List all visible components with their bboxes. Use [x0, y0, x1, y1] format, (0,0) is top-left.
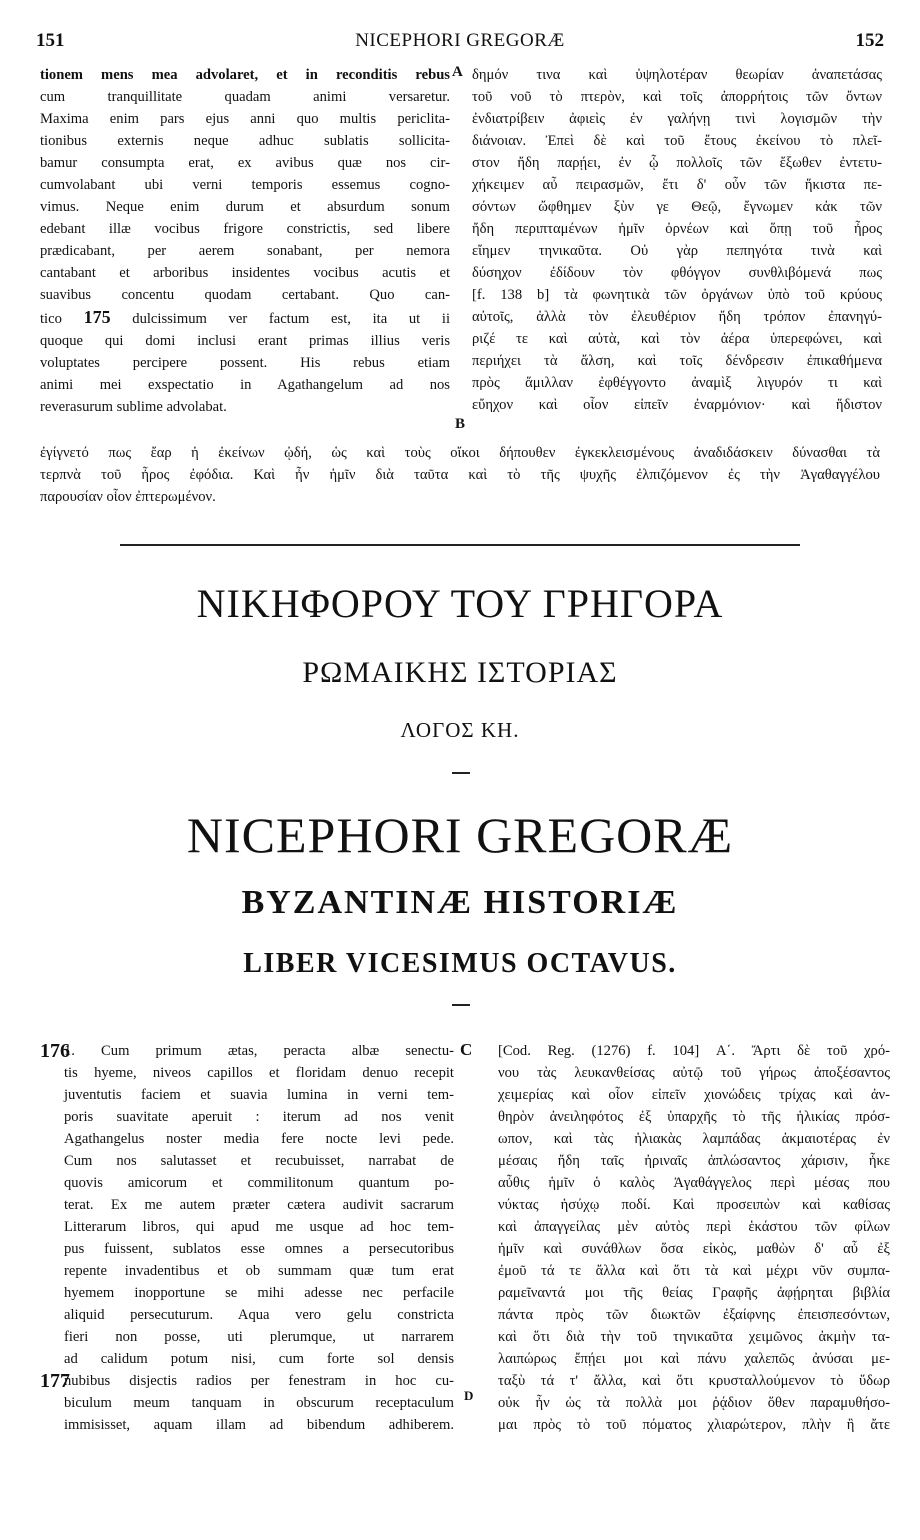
text-line: ad calidum potum nisi, cum forte sol densis	[64, 1351, 454, 1367]
text-line: στον ἤδη παρῄει, ἐν ᾧ πολλοῖς τῶν ἔξωθεν ἐντετυ-	[472, 155, 882, 171]
text-line: repente invadentibus et ob summam quæ tum erat	[64, 1263, 454, 1279]
text-line: περιήχει τὰ ἄλση, καὶ τοῖς δένδρεσιν ἐπικαθήμενα	[472, 353, 882, 369]
page-number-left: 151	[36, 30, 65, 51]
greek-book-number: ΛΟΓΟΣ ΚΗ.	[400, 718, 520, 742]
text-line: μαι πρὸς τὸ τοῦ πόματος χλιαρώτερον, πλὴν ἢ ἄτε	[498, 1417, 890, 1433]
section-divider	[120, 544, 800, 546]
text-line: ἐμοῦ τά τε ἄλλα καὶ ὅτι τὰ καὶ μέχρι νῦν συμπα-	[498, 1263, 890, 1279]
text-line: τερπνὰ τοῦ ἦρος ἐφόδια. Καὶ ἦν ἡμῖν διὰ ταῦτα καὶ τὸ τῆς ψυχῆς ἐλπιζόμενον ἐς τὴν Ἀγαθαγγέλου	[40, 467, 880, 483]
text-line: πρὸς ἅμιλλαν ἐφθέγγοντο ἀναμὶξ λιγυρόν τι καὶ	[472, 375, 882, 391]
text-line: voluptates percipere possent. His rebus etiam	[40, 355, 450, 371]
text-line: quovis amicorum et commilitonum quantum po-	[64, 1175, 454, 1191]
running-title: NICEPHORI GREGORÆ	[355, 30, 565, 51]
text-line: Litterarum libros, qui apud me usque ad hoc tem-	[64, 1219, 454, 1235]
greek-subtitle: ΡΩΜΑΙΚΗΣ ΙΣΤΟΡΙΑΣ	[302, 656, 618, 689]
text-line: νου τὰς λευκανθείσας αὐτῷ τοῦ γήρως ἀποξέσαντος	[498, 1065, 890, 1081]
margin-letter-b: B	[455, 416, 466, 432]
text-fragment: dulcissimum ver factum est, ita ut ii	[132, 311, 450, 327]
text-line: aliquid persecuturum. Aqua vero gelu constricta	[64, 1307, 454, 1323]
text-line: ἤδη περιπταμένων ἡμῖν ὀρνέων καὶ ὅπῃ τοῦ ἦρος	[472, 221, 882, 237]
text-line: καὶ ἀπαγγείλας μὲν αὐτὸς περὶ ἑκάστου τῶν φίλων	[498, 1219, 890, 1235]
margin-letter-c: C	[460, 1040, 473, 1059]
margin-letter-a: A	[452, 64, 463, 80]
greek-full-width-continuation	[40, 442, 880, 508]
title-dash	[452, 772, 470, 774]
text-line: ἐγίγνετό πως ἔαρ ἡ ἐκείνων ᾠδή, ὡς καὶ τοὺς οἴκοι δήπουθεν ἐγκεκλεισμένους ἀναδιδάσκειν δύνασθαι τὰ	[40, 445, 880, 461]
text-line: ωπον, καὶ τὰς ἡλιακὰς λαμπάδας ἀκμαιοτέρας ἐν	[498, 1131, 890, 1147]
text-line: [f. 138 b] τὰ φωνητικὰ τῶν ὀργάνων ὑπὸ τοῦ κρύους	[472, 287, 882, 303]
text-line: ταξὺ τά τ' ἄλλα, καὶ ὅτι κρυσταλλούμενον τὸ ὕδωρ	[498, 1373, 890, 1389]
text-line: αὐτοῖς, ἀλλὰ τὸν ἐλευθέριον ἤδη τρόπον ἐπανηγύ-	[472, 309, 882, 325]
text-line: πάντα πρὸς τῶν διωκτῶν ἐξαίφνης ἐπεισπεσόντων,	[498, 1307, 890, 1323]
text-line: αὖθις ἡμῖν ὁ καλὸς Ἀγαθάγγελος περὶ μέσας που	[498, 1175, 890, 1191]
text-line: σόντων ὤφθημεν ξὺν γε Θεῷ, ἔγνωμεν κἀκ τῶν	[472, 199, 882, 215]
text-line: 1. Cum primum ætas, peracta albæ senectu-	[64, 1043, 454, 1059]
text-line: Cum nos salutasset et recubuisset, narrabat de	[64, 1153, 454, 1169]
latin-subtitle: BYZANTINÆ HISTORIÆ	[241, 884, 679, 921]
text-line: fieri non posse, uti plerumque, ut narrarem	[64, 1329, 454, 1345]
text-line: οὐκ ἦν ὡς τὰ πολλὰ μοι ῥᾴδιον ὅθεν παραμυθήσο-	[498, 1395, 890, 1411]
text-line: Maxima enim pars ejus anni quo multis periclita-	[40, 111, 450, 127]
text-line: καὶ ὅτι διὰ τὴν τοῦ τηνικαῦτα χειμῶνος ἀκμὴν τα-	[498, 1329, 890, 1345]
text-line: [Cod. Reg. (1276) f. 104] Α΄. Ἄρτι δὲ τοῦ χρό-	[498, 1043, 890, 1059]
text-line: nubibus disjectis radios per fenestram in hoc cu-	[64, 1373, 454, 1389]
text-line: tis hyeme, niveos capillos et floridam denuo recepit	[64, 1065, 454, 1081]
text-line: pus fuissent, sublatos esse omnes a persecutoribus	[64, 1241, 454, 1257]
text-line: cum tranquillitate quadam animi versaretur.	[40, 89, 450, 105]
text-line: τοῦ νοῦ τὸ πτερὸν, καὶ τοῖς ἀπορρήτοις τῶν ὄντων	[472, 89, 882, 105]
text-line: reverasurum sublime advolabat.	[40, 399, 227, 415]
text-line: cumvolabant ubi verni temporis essemus cogno-	[40, 177, 450, 193]
latin-title: NICEPHORI GREGORÆ	[186, 807, 734, 863]
text-line: animi mei exspectatio in Agathangelum ad nos	[40, 377, 450, 393]
text-line: juventutis faciem et suavia lumina in verni tem-	[64, 1087, 454, 1103]
section-number: 175	[83, 307, 111, 327]
text-line: ριζέ τε καὶ αὐτὰ, καὶ τὸν ἀέρα ὑπερεφώνει, καὶ	[472, 331, 882, 347]
greek-column-bottom	[498, 1040, 890, 1436]
greek-column-top	[472, 64, 882, 416]
text-line: Agathangelus noster media fere nocte levi pede.	[64, 1131, 454, 1147]
text-line: biculum meum tanquam in obscurum receptaculum	[64, 1395, 454, 1411]
text-line: λαιπώρως ἔπῄει μοι καὶ πάνυ χαλεπῶς ἀνύσαι με-	[498, 1351, 890, 1367]
latin-column-top	[40, 64, 450, 418]
text-line: παρουσίαν οἷον ἐπτερωμένον.	[40, 489, 216, 505]
text-line: θηρὸν ἀνειληφότος ἐξ ὑπαρχῆς τὸ τῆς ἡλικίας πρόσ-	[498, 1109, 890, 1125]
text-line: suavibus concentu quodam certabant. Quo can-	[40, 287, 450, 303]
text-line: δύσηχον ἐδίδουν τὸν φθόγγον συνθλιβόμενά πως	[472, 265, 882, 281]
latin-column-bottom	[64, 1040, 454, 1436]
text-line: εὔηχον καὶ οἷον εἰπεῖν ἐναρμόνιον· καὶ ἥδιστον	[472, 397, 882, 413]
text-line: immisisset, aquam illam ad bibendum adhiberem.	[64, 1417, 454, 1433]
text-line: hyemem inopportune se mihi adesse nec perfacile	[64, 1285, 454, 1301]
text-line: ραμεῖναντά μοι τῆς θείας Γραφῆς ἀφῄρηται βιβλία	[498, 1285, 890, 1301]
text-line: bamur consumpta erat, ex avibus quæ nos cir-	[40, 155, 450, 171]
margin-letter-d: D	[464, 1388, 474, 1403]
text-line: ἐνδιατρίβειν ἀφιεὶς ἐν γαλήνῃ τινὶ λογισμῶν τὴν	[472, 111, 882, 127]
text-line: εἴημεν τηνικαῦτα. Οὐ γὰρ πεπηγότα τινὰ καὶ	[472, 243, 882, 259]
section-number: 177	[40, 1370, 70, 1392]
text-line: δημόν τινα καὶ ὑψηλοτέραν θεωρίαν ἀναπετάσας	[472, 67, 882, 83]
text-line: edebant illæ vocibus frigore constrictis, sed libere	[40, 221, 450, 237]
text-line: prædicabant, per aerem sonabant, per nemora	[40, 243, 450, 259]
text-line: tionem mens mea advolaret, et in reconditis rebus	[40, 67, 450, 83]
text-line: νύκτας ἡσύχῳ ποδί. Καὶ προσειπὼν καὶ καθίσας	[498, 1197, 890, 1213]
text-line: χειμερίας καὶ οἷον εἰπεῖν χιονώδεις τρίχας καὶ ἀν-	[498, 1087, 890, 1103]
text-line: tionibus externis neque adhuc sublatis sollicita-	[40, 133, 450, 149]
text-line: quoque qui domi inclusi erant primas illius veris	[40, 333, 450, 349]
text-fragment: tico	[40, 311, 62, 327]
text-line: χήκειμεν αὖ πειρασμῶν, ἔτι δ' οὖν τῶν ἥκιστα πε-	[472, 177, 882, 193]
running-head	[36, 30, 884, 58]
section-number: 176	[40, 1040, 70, 1062]
title-dash	[452, 1004, 470, 1006]
latin-book-number: LIBER VICESIMUS OCTAVUS.	[243, 948, 677, 979]
text-line: cantabant et arboribus insidentes vocibus acutis et	[40, 265, 450, 281]
text-line: terat. Ex me autem præter cætera audivit sacrarum	[64, 1197, 454, 1213]
greek-title: ΝΙΚΗΦΟΡΟΥ ΤΟΥ ΓΡΗΓΟΡΑ	[196, 581, 724, 626]
text-line: μέσαις ἤδη ταῖς ἠριναῖς ἁπλώσαντος χάρισιν, ἧκε	[498, 1153, 890, 1169]
text-line	[40, 306, 450, 330]
text-line: διάνοιαν. Ἐπεὶ δὲ καὶ τοῦ ἔτους ἐκείνου τὸ πλεῖ-	[472, 133, 882, 149]
text-line: vimus. Neque enim durum et absurdum sonum	[40, 199, 450, 215]
page-number-right: 152	[855, 30, 884, 51]
text-line: poris suavitate aperuit : iterum ad nos venit	[64, 1109, 454, 1125]
text-line: ἡμῖν καὶ συνάθλων ὅσα εἰκὸς, μαθὼν δ' αὖ ἐξ	[498, 1241, 890, 1257]
